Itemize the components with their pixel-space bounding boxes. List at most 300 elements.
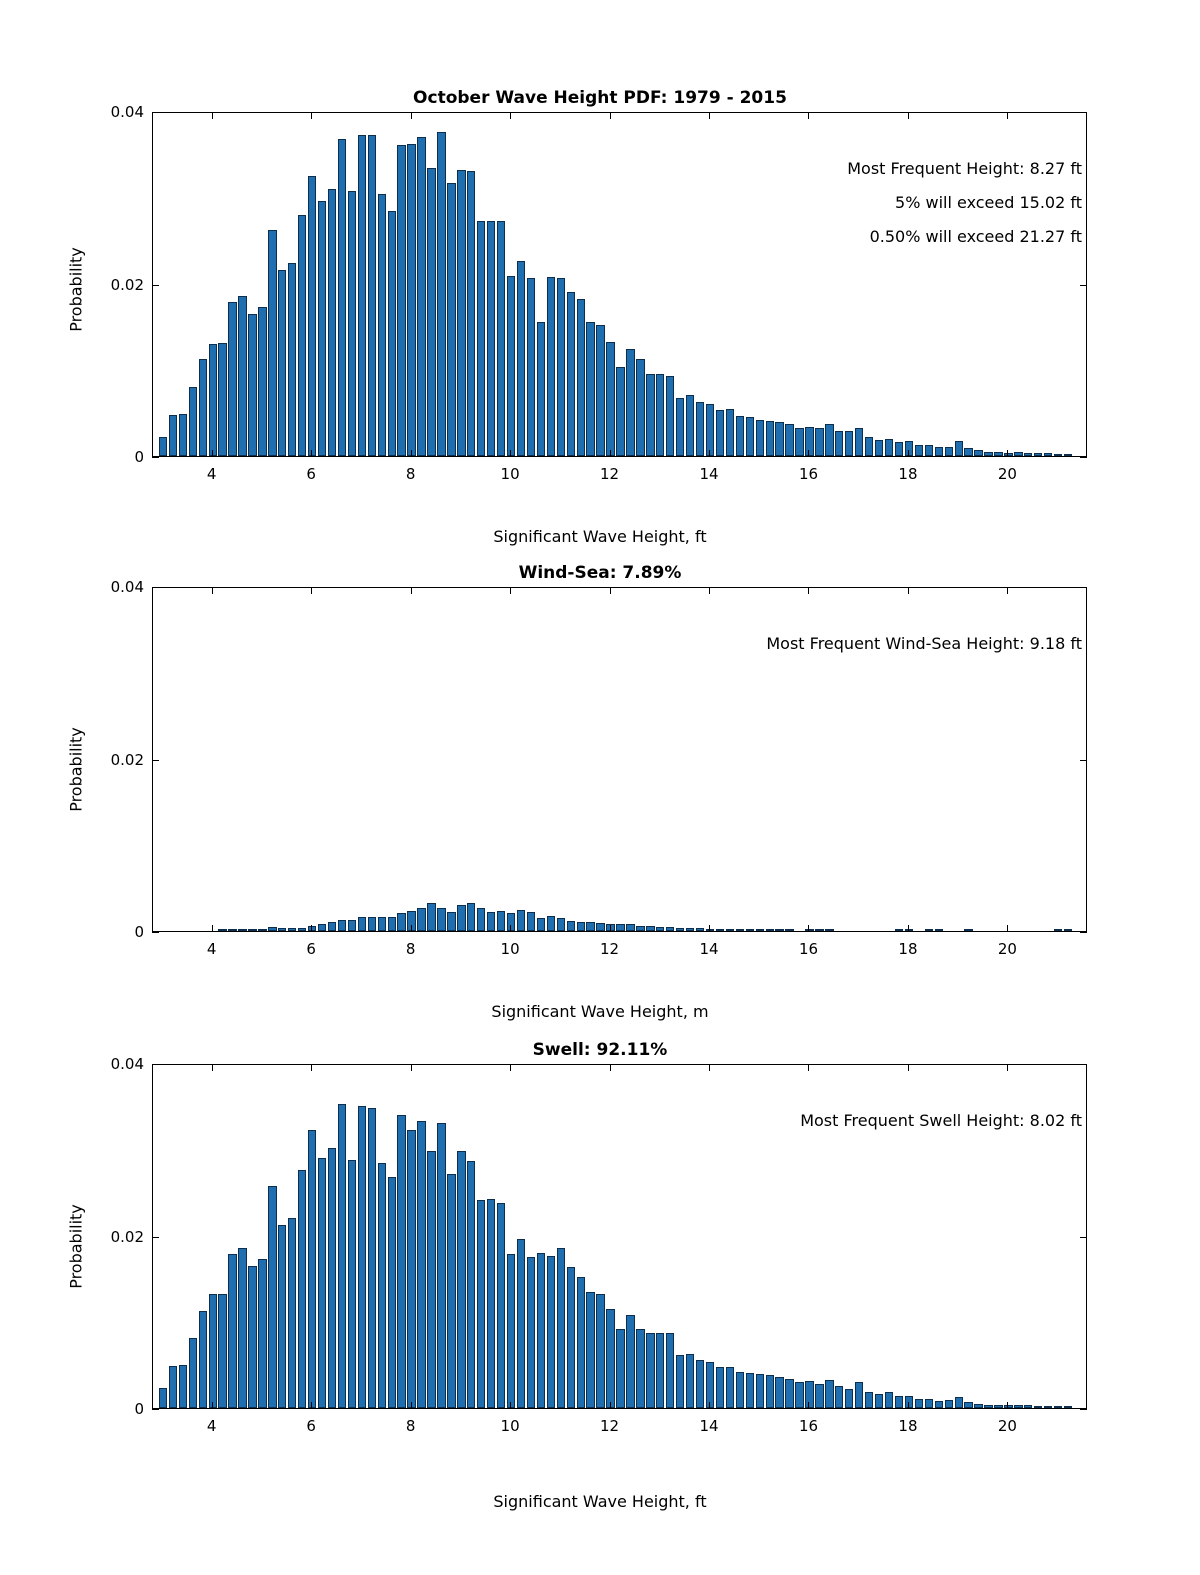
x-axis-label-2: Significant Wave Height, m	[491, 1002, 709, 1021]
histogram-bar	[606, 1309, 614, 1408]
histogram-bar	[736, 416, 744, 456]
histogram-bar	[407, 911, 415, 931]
histogram-bar	[447, 1174, 455, 1408]
x-tick-mark	[212, 1064, 213, 1071]
x-tick-mark	[709, 112, 710, 119]
x-tick-mark	[311, 450, 312, 457]
histogram-bar	[457, 1151, 465, 1408]
histogram-bar	[517, 261, 525, 456]
histogram-bar	[278, 270, 286, 456]
y-tick-mark	[1080, 112, 1087, 113]
histogram-bar	[577, 299, 585, 456]
histogram-bar	[477, 908, 485, 931]
annotation-line: 5% will exceed 15.02 ft	[895, 193, 1082, 212]
histogram-bar	[1054, 929, 1062, 931]
histogram-bar	[218, 929, 226, 931]
histogram-bar	[935, 1401, 943, 1408]
histogram-bar	[726, 1367, 734, 1408]
histogram-bar	[1054, 454, 1062, 456]
histogram-bar	[596, 325, 604, 456]
histogram-bar	[596, 1294, 604, 1408]
x-tick-label: 8	[405, 1417, 416, 1435]
histogram-bar	[169, 1366, 177, 1408]
x-tick-mark	[709, 1402, 710, 1409]
histogram-bar	[437, 132, 445, 456]
histogram-bar	[238, 929, 246, 931]
x-tick-mark	[808, 112, 809, 119]
histogram-bar	[199, 1311, 207, 1408]
y-tick-mark	[152, 760, 159, 761]
histogram-bar	[825, 424, 833, 456]
y-tick-mark	[1080, 457, 1087, 458]
histogram-bar	[676, 928, 684, 931]
x-tick-mark	[311, 587, 312, 594]
x-tick-label: 16	[798, 465, 819, 483]
x-tick-mark	[1007, 1064, 1008, 1071]
histogram-bar	[368, 917, 376, 931]
annotation-block-1	[847, 152, 1082, 254]
x-tick-mark	[1007, 587, 1008, 594]
histogram-bar	[189, 387, 197, 456]
panel-title-2: Wind-Sea: 7.89%	[518, 563, 682, 583]
histogram-bar	[477, 1200, 485, 1408]
x-tick-mark	[808, 1402, 809, 1409]
histogram-bar	[487, 1199, 495, 1408]
histogram-bar	[298, 215, 306, 457]
x-tick-label: 14	[699, 940, 719, 958]
histogram-bar	[228, 929, 236, 931]
x-tick-mark	[610, 1402, 611, 1409]
panel-swell	[0, 1022, 1200, 1575]
histogram-bar	[756, 1374, 764, 1408]
histogram-bar	[467, 171, 475, 456]
histogram-bar	[656, 927, 664, 931]
histogram-bar	[686, 395, 694, 456]
histogram-bar	[328, 922, 336, 931]
histogram-bar	[746, 1373, 754, 1408]
histogram-bar	[676, 398, 684, 456]
histogram-bar	[268, 1186, 276, 1408]
histogram-bar	[586, 1292, 594, 1408]
histogram-bar	[228, 302, 236, 456]
histogram-bar	[527, 278, 535, 456]
histogram-bar	[925, 445, 933, 456]
x-tick-mark	[908, 112, 909, 119]
histogram-bar	[567, 292, 575, 456]
x-tick-mark	[411, 925, 412, 932]
histogram-bar	[994, 452, 1002, 456]
y-tick-mark	[1080, 760, 1087, 761]
histogram-bar	[1064, 1406, 1072, 1408]
histogram-bar	[248, 314, 256, 456]
histogram-bar	[368, 135, 376, 456]
histogram-bar	[895, 1396, 903, 1408]
histogram-bar	[348, 191, 356, 456]
y-tick-mark	[1080, 932, 1087, 933]
histogram-bar	[756, 929, 764, 931]
y-tick-mark	[152, 932, 159, 933]
histogram-bar	[557, 918, 565, 931]
x-tick-label: 18	[898, 465, 918, 483]
x-tick-mark	[709, 925, 710, 932]
x-tick-label: 20	[997, 940, 1017, 958]
y-tick-mark	[152, 1237, 159, 1238]
histogram-bar	[766, 929, 774, 931]
y-tick-mark	[152, 587, 159, 588]
y-tick-mark	[152, 285, 159, 286]
histogram-bar	[726, 409, 734, 456]
histogram-bar	[706, 404, 714, 456]
x-tick-label: 14	[699, 465, 719, 483]
histogram-bar	[397, 913, 405, 931]
histogram-bar	[1054, 1406, 1062, 1408]
x-tick-label: 20	[997, 1417, 1017, 1435]
x-tick-mark	[311, 1064, 312, 1071]
panel-wind-sea	[0, 545, 1200, 1045]
histogram-bar	[318, 924, 326, 931]
y-tick-mark	[1080, 285, 1087, 286]
histogram-bar	[716, 1367, 724, 1408]
y-tick-mark	[1080, 1064, 1087, 1065]
x-tick-mark	[212, 112, 213, 119]
x-tick-mark	[808, 1064, 809, 1071]
histogram-bar	[855, 1382, 863, 1408]
histogram-bar	[417, 908, 425, 931]
histogram-bar	[328, 1148, 336, 1408]
histogram-bar	[855, 428, 863, 456]
x-tick-mark	[908, 1402, 909, 1409]
histogram-bar	[457, 170, 465, 456]
histogram-bar	[517, 1239, 525, 1408]
histogram-bar	[815, 929, 823, 931]
histogram-bar	[746, 929, 754, 931]
histogram-bar	[775, 1377, 783, 1408]
x-tick-mark	[610, 587, 611, 594]
histogram-bar	[417, 137, 425, 456]
histogram-bar	[358, 135, 366, 456]
histogram-bar	[547, 916, 555, 931]
histogram-bar	[567, 1267, 575, 1408]
y-tick-label: 0	[134, 448, 144, 466]
histogram-bar	[1024, 1405, 1032, 1408]
annotation-block-3	[800, 1104, 1082, 1138]
histogram-bar	[626, 1315, 634, 1408]
histogram-bar	[636, 926, 644, 931]
histogram-bar	[646, 374, 654, 456]
histogram-bar	[1044, 1406, 1052, 1408]
histogram-bar	[218, 343, 226, 456]
histogram-bar	[686, 928, 694, 931]
histogram-bar	[865, 437, 873, 456]
y-axis-label-3: Probability	[66, 1204, 86, 1289]
histogram-bar	[636, 359, 644, 456]
x-tick-mark	[510, 587, 511, 594]
x-tick-mark	[610, 925, 611, 932]
histogram-bar	[825, 929, 833, 931]
x-axis-label-3: Significant Wave Height, ft	[493, 1492, 707, 1511]
y-tick-label: 0	[134, 923, 144, 941]
panel-title-3: Swell: 92.11%	[532, 1040, 668, 1060]
x-tick-mark	[709, 587, 710, 594]
panel-title-1: October Wave Height PDF: 1979 - 2015	[413, 88, 787, 108]
histogram-bar	[606, 342, 614, 456]
histogram-bar	[1014, 452, 1022, 456]
histogram-bar	[994, 1405, 1002, 1408]
x-tick-mark	[1007, 112, 1008, 119]
y-tick-label: 0.02	[110, 750, 144, 769]
x-tick-label: 4	[206, 465, 217, 483]
y-tick-label: 0.02	[110, 1227, 144, 1246]
histogram-bar	[388, 917, 396, 931]
histogram-bar	[775, 422, 783, 457]
histogram-bar	[477, 221, 485, 456]
x-tick-mark	[311, 1402, 312, 1409]
histogram-bar	[159, 1388, 167, 1408]
histogram-bar	[557, 1248, 565, 1408]
histogram-bar	[517, 910, 525, 931]
y-axis-label-2: Probability	[66, 727, 86, 812]
x-tick-label: 10	[500, 1417, 520, 1435]
x-tick-mark	[411, 450, 412, 457]
y-tick-mark	[152, 1409, 159, 1410]
histogram-bar	[626, 924, 634, 931]
histogram-bar	[497, 1203, 505, 1408]
x-tick-mark	[311, 925, 312, 932]
x-tick-label: 10	[500, 940, 520, 958]
histogram-bar	[577, 1277, 585, 1408]
x-tick-mark	[709, 1064, 710, 1071]
x-tick-label: 8	[405, 465, 416, 483]
x-tick-mark	[908, 925, 909, 932]
annotation-line: Most Frequent Wind-Sea Height: 9.18 ft	[766, 634, 1082, 653]
histogram-bar	[497, 221, 505, 456]
histogram-bar	[915, 445, 923, 456]
histogram-bar	[179, 1365, 187, 1408]
histogram-bar	[1044, 453, 1052, 456]
histogram-bar	[925, 929, 933, 931]
histogram-bar	[308, 926, 316, 931]
histogram-bar	[785, 1379, 793, 1408]
histogram-bar	[915, 1399, 923, 1408]
histogram-bar	[318, 1158, 326, 1408]
histogram-bar	[945, 1400, 953, 1408]
x-tick-mark	[212, 450, 213, 457]
y-tick-label: 0.04	[110, 578, 144, 596]
histogram-bar	[577, 922, 585, 931]
histogram-bar	[616, 367, 624, 456]
histogram-bar	[397, 1115, 405, 1408]
histogram-bar	[716, 410, 724, 456]
histogram-bar	[199, 359, 207, 456]
histogram-bar	[616, 924, 624, 931]
x-tick-mark	[1007, 450, 1008, 457]
histogram-bar	[218, 1294, 226, 1408]
histogram-bar	[686, 1354, 694, 1408]
histogram-bar	[348, 920, 356, 931]
x-tick-mark	[411, 1064, 412, 1071]
x-tick-mark	[908, 587, 909, 594]
histogram-bar	[427, 1151, 435, 1408]
histogram-bar	[666, 1333, 674, 1408]
histogram-bar	[746, 417, 754, 456]
x-tick-mark	[212, 1402, 213, 1409]
histogram-bar	[895, 442, 903, 456]
y-axis-label-1: Probability	[66, 247, 86, 332]
histogram-bar	[666, 927, 674, 931]
histogram-bar	[1024, 453, 1032, 456]
y-tick-mark	[1080, 587, 1087, 588]
x-tick-label: 20	[997, 465, 1017, 483]
x-tick-mark	[610, 1064, 611, 1071]
x-tick-label: 14	[699, 1417, 719, 1435]
histogram-bar	[358, 917, 366, 931]
histogram-bar	[865, 1392, 873, 1408]
histogram-bar	[308, 176, 316, 456]
histogram-bar	[487, 221, 495, 456]
histogram-bar	[358, 1106, 366, 1408]
histogram-bar	[507, 913, 515, 931]
histogram-bar	[368, 1108, 376, 1408]
x-tick-mark	[610, 112, 611, 119]
histogram-bar	[268, 230, 276, 456]
histogram-bar	[378, 1163, 386, 1408]
histogram-bar	[557, 278, 565, 456]
histogram-bar	[964, 448, 972, 456]
histogram-bar	[278, 1225, 286, 1408]
x-tick-label: 18	[898, 940, 918, 958]
histogram-bar	[258, 307, 266, 456]
histogram-bar	[885, 1392, 893, 1408]
histogram-bar	[766, 421, 774, 456]
y-tick-label: 0	[134, 1400, 144, 1418]
histogram-bar	[676, 1355, 684, 1408]
histogram-bar	[646, 926, 654, 931]
histogram-bar	[338, 139, 346, 456]
histogram-bar	[447, 183, 455, 456]
histogram-bar	[935, 447, 943, 456]
histogram-bar	[328, 189, 336, 456]
histogram-bar	[318, 201, 326, 456]
x-tick-mark	[212, 925, 213, 932]
histogram-bar	[925, 1399, 933, 1408]
histogram-bar	[716, 929, 724, 931]
histogram-bar	[656, 1333, 664, 1408]
histogram-bar	[467, 1161, 475, 1408]
x-tick-mark	[1007, 1402, 1008, 1409]
x-tick-mark	[908, 450, 909, 457]
histogram-bar	[835, 431, 843, 456]
panel-october-total	[0, 0, 1200, 546]
histogram-bar	[984, 1405, 992, 1408]
histogram-bar	[507, 1254, 515, 1408]
histogram-bar	[696, 928, 704, 931]
histogram-bar	[567, 921, 575, 931]
histogram-bar	[537, 1253, 545, 1408]
histogram-bar	[547, 277, 555, 456]
histogram-bar	[159, 437, 167, 456]
x-tick-mark	[808, 450, 809, 457]
histogram-bar	[238, 296, 246, 456]
histogram-bar	[209, 344, 217, 456]
histogram-bar	[238, 1248, 246, 1408]
x-tick-label: 4	[206, 940, 217, 958]
histogram-bar	[636, 1329, 644, 1408]
histogram-bar	[606, 924, 614, 931]
x-tick-label: 12	[600, 465, 620, 483]
histogram-bar	[527, 1257, 535, 1408]
histogram-bar	[1064, 929, 1072, 931]
annotation-block-2	[766, 627, 1082, 661]
histogram-bar	[955, 1397, 963, 1408]
y-tick-label: 0.02	[110, 275, 144, 294]
histogram-bar	[338, 1104, 346, 1408]
x-tick-label: 6	[306, 465, 316, 483]
x-tick-mark	[510, 450, 511, 457]
y-tick-label: 0.04	[110, 1055, 144, 1073]
histogram-bar	[288, 1218, 296, 1408]
histogram-bar	[407, 144, 415, 456]
annotation-line: Most Frequent Height: 8.27 ft	[847, 159, 1082, 178]
histogram-bar	[964, 1402, 972, 1408]
x-tick-mark	[808, 587, 809, 594]
histogram-bar	[547, 1256, 555, 1408]
histogram-bar	[298, 928, 306, 931]
histogram-bar	[437, 1123, 445, 1408]
histogram-bar	[586, 922, 594, 931]
x-tick-mark	[510, 1064, 511, 1071]
x-tick-label: 6	[306, 1417, 316, 1435]
histogram-bar	[388, 1177, 396, 1408]
x-tick-label: 16	[798, 1417, 819, 1435]
x-tick-mark	[311, 112, 312, 119]
histogram-bar	[427, 168, 435, 456]
histogram-bar	[974, 450, 982, 456]
histogram-bar	[447, 912, 455, 931]
histogram-bar	[825, 1380, 833, 1408]
x-tick-mark	[908, 1064, 909, 1071]
y-tick-mark	[152, 112, 159, 113]
histogram-bar	[955, 441, 963, 456]
histogram-bar	[895, 929, 903, 931]
histogram-bar	[785, 424, 793, 456]
x-tick-label: 4	[206, 1417, 217, 1435]
histogram-bar	[626, 349, 634, 456]
histogram-bar	[974, 1404, 982, 1408]
histogram-bar	[209, 1294, 217, 1408]
histogram-bar	[288, 263, 296, 456]
histogram-bar	[616, 1329, 624, 1408]
y-tick-mark	[152, 1064, 159, 1065]
histogram-bar	[845, 431, 853, 456]
histogram-bar	[646, 1333, 654, 1408]
histogram-bar	[228, 1254, 236, 1408]
x-tick-mark	[610, 450, 611, 457]
x-tick-mark	[510, 1402, 511, 1409]
histogram-bar	[736, 1372, 744, 1408]
histogram-bar	[984, 452, 992, 456]
histogram-bar	[169, 415, 177, 456]
histogram-bar	[656, 374, 664, 456]
histogram-bar	[1064, 454, 1072, 456]
x-tick-mark	[510, 925, 511, 932]
histogram-bar	[964, 929, 972, 931]
histogram-bar	[885, 439, 893, 456]
histogram-bar	[248, 1266, 256, 1408]
histogram-bar	[815, 1384, 823, 1408]
y-tick-mark	[1080, 1409, 1087, 1410]
x-tick-mark	[808, 925, 809, 932]
histogram-bar	[1014, 1405, 1022, 1408]
